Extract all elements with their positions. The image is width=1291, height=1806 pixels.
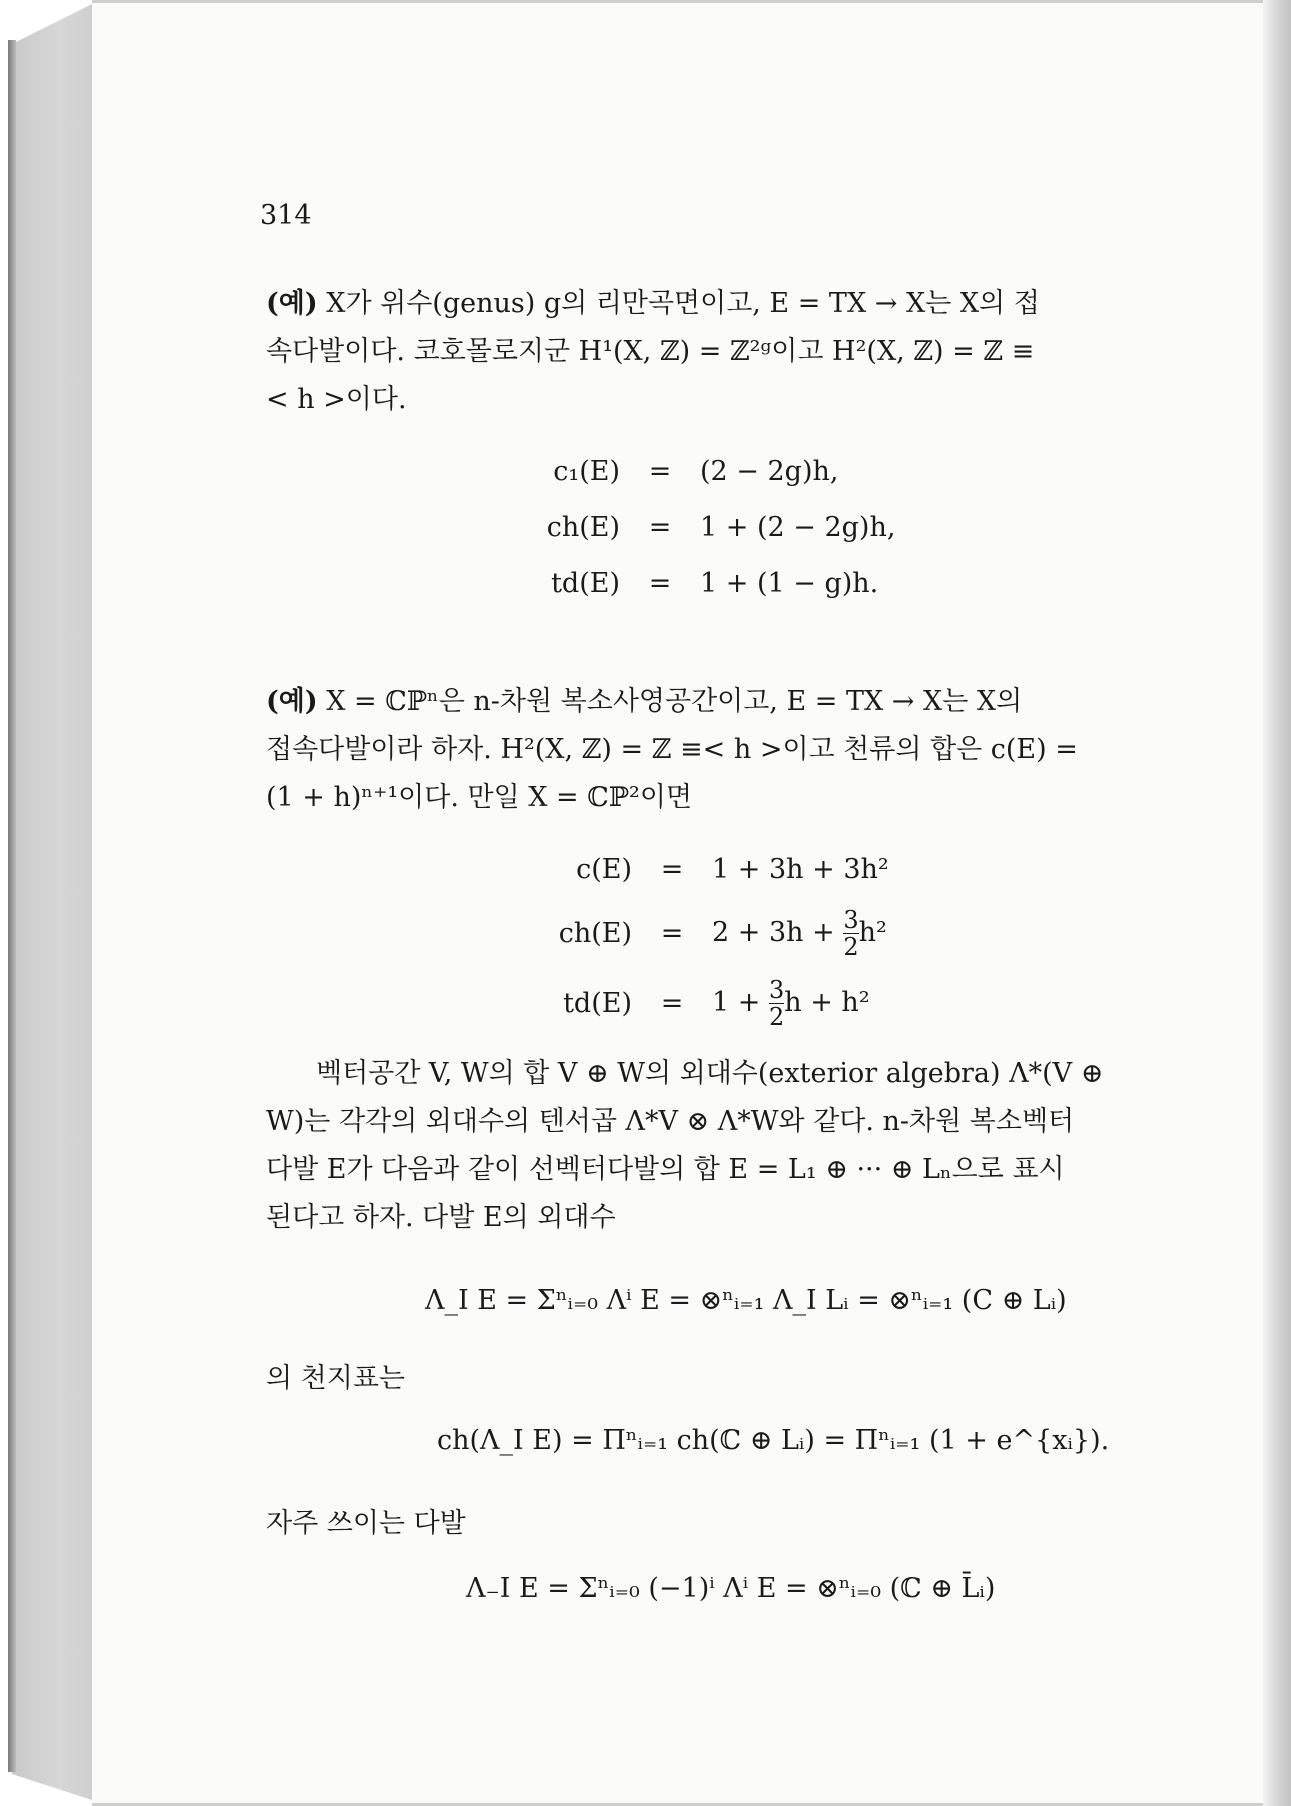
example-2-text-1: X = ℂℙⁿ은 n-차원 복소사영공간이고, E = TX → X는 X의 xyxy=(326,686,1023,717)
equation-rhs: 1 + 3h + 3h² xyxy=(712,853,889,885)
equation-lhs: ch(E) xyxy=(558,917,632,949)
equation-lhs: c₁(E) xyxy=(553,455,620,487)
equation-rhs: (2 − 2g)h, xyxy=(700,455,839,487)
example-1-line-1 xyxy=(266,280,1166,328)
page-number: 314 xyxy=(260,200,312,231)
text-4: 의 천지표는 xyxy=(266,1363,405,1394)
book-left-edge xyxy=(12,4,92,1800)
equation-op: = xyxy=(660,853,684,885)
equation-row xyxy=(500,443,895,499)
equation-rhs xyxy=(712,977,870,1030)
example-1-text-1: X가 위수(genus) g의 리만곡면이고, E = TX → X는 X의 접 xyxy=(326,288,1040,319)
equation-row xyxy=(512,840,889,898)
equation-op: = xyxy=(660,917,684,949)
display-equation-2: ch(Λ_I E) = Πⁿᵢ₌₁ ch(ℂ ⊕ Lᵢ) = Πⁿᵢ₌₁ (1 + e^{xᵢ}). xyxy=(437,1425,1110,1456)
fraction-denominator: 2 xyxy=(843,932,859,961)
equation-row xyxy=(500,499,895,555)
equation-lhs: td(E) xyxy=(551,567,620,599)
equation-op: = xyxy=(648,455,672,487)
equation-rhs xyxy=(712,907,887,960)
equation-rhs: 1 + (1 − g)h. xyxy=(700,567,879,599)
display-equation-1: Λ_I E = Σⁿᵢ₌₀ Λⁱ E = ⊗ⁿᵢ₌₁ Λ_I Lᵢ = ⊗ⁿᵢ₌₁ (C ⊕ Lᵢ) xyxy=(425,1285,1067,1316)
paragraph-3-line-3: 다발 E가 다음과 같이 선벡터다발의 합 E = L₁ ⊕ ··· ⊕ Lₙ으로 표시 xyxy=(266,1154,1065,1185)
example-1-line-3: < h >이다. xyxy=(266,384,407,415)
equation-row xyxy=(512,898,889,968)
equation-op: = xyxy=(648,567,672,599)
example-1-paragraph xyxy=(266,280,1166,424)
fraction-numerator: 3 xyxy=(768,975,785,1004)
example-2-line-2: 접속다발이라 하자. H²(X, ℤ) = ℤ ≡< h >이고 천류의 합은 c(E) = xyxy=(266,734,1078,765)
book-right-edge xyxy=(1263,0,1291,1806)
rhs-part: 1 + xyxy=(712,986,769,1018)
paragraph-3-line-1: 벡터공간 V, W의 합 V ⊕ W의 외대수(exterior algebra) Λ*(V ⊕ xyxy=(316,1058,1104,1089)
example-2-line-1 xyxy=(266,678,1166,726)
example-2-line-3: (1 + h)ⁿ⁺¹이다. 만일 X = ℂℙ²이면 xyxy=(266,782,693,813)
equation-lhs: ch(E) xyxy=(546,511,620,543)
equation-lhs: td(E) xyxy=(563,987,632,1019)
equations-2 xyxy=(512,840,889,1038)
rhs-part: h + h² xyxy=(784,986,870,1018)
display-equation-3: Λ₋I E = Σⁿᵢ₌₀ (−1)ⁱ Λⁱ E = ⊗ⁿᵢ₌₀ (ℂ ⊕ L̄ᵢ) xyxy=(466,1573,996,1604)
fraction xyxy=(843,907,858,960)
example-1-line-2: 속다발이다. 코호몰로지군 H¹(X, ℤ) = ℤ²ᵍ이고 H²(X, ℤ) = ℤ ≡ xyxy=(266,336,1035,367)
fraction-denominator: 2 xyxy=(768,1002,785,1031)
equation-op: = xyxy=(660,987,684,1019)
example-1-lead: (예) xyxy=(266,288,318,319)
fraction xyxy=(769,977,784,1030)
equation-rhs: 1 + (2 − 2g)h, xyxy=(700,511,896,543)
example-2-paragraph xyxy=(266,678,1166,822)
rhs-part: h² xyxy=(858,916,887,948)
book-left-shadow xyxy=(8,40,16,1772)
equation-lhs: c(E) xyxy=(576,853,632,885)
paragraph-3-line-2: W)는 각각의 외대수의 텐서곱 Λ*V ⊗ Λ*W와 같다. n-차원 복소벡터 xyxy=(266,1106,1075,1137)
example-2-lead: (예) xyxy=(266,686,318,717)
fraction-numerator: 3 xyxy=(843,905,859,934)
rhs-part: 2 + 3h + xyxy=(712,916,844,948)
equations-1 xyxy=(500,443,895,611)
text-5: 자주 쓰이는 다발 xyxy=(266,1508,466,1539)
paragraph-3 xyxy=(266,1050,1166,1242)
paragraph-3-line-4: 된다고 하자. 다발 E의 외대수 xyxy=(266,1202,616,1233)
equation-row xyxy=(512,968,889,1038)
equation-row xyxy=(500,555,895,611)
equation-op: = xyxy=(648,511,672,543)
